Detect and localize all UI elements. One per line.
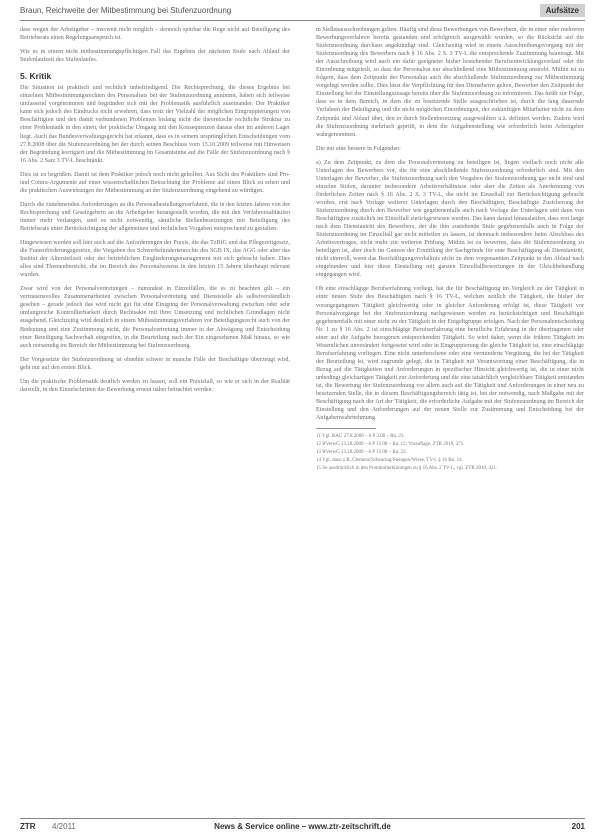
footnote-divider (316, 428, 376, 429)
footnote: 15 So ausdrücklich in den Protokollerklärungen zu § 16 Abs. 2 TV-L; vgl. ZTR 2010, 421. (316, 466, 498, 472)
footnote: 13 BVerwG 13.10.2009 – 6 P 15.08 – Rn. 22. (316, 450, 407, 456)
footnote: 11 Vgl. BAG 27.8.2008 – 6 P 3.08 – Rn. 23. (316, 434, 405, 440)
journal-logo: ZTR (20, 822, 36, 831)
footnote: 14 Vgl. dazu z.B. Clemens/Scheuring/Steingen/Wiese, TV-L § 16 Rn. 14. (316, 458, 463, 464)
paragraph: Hingewiesen werden soll hier auch auf die Anforderungen der Praxis, die das TzBfG und das Pflegezeitgesetz, die Frauenförderungsgesetze, die Vorgaben des Schwerbehindertenrechts des SGB IX, das AGG oder aber das Institut der Altersteilzeit oder der betrieblichen Eingliederungsmanagement mit sich gebracht haben. Dies alles sind Themenbereiche, die im Bereich des Personalwesens in den letzten 15 Jahren überhaupt relevant wurden. (20, 240, 290, 279)
paragraph: Um die praktische Problematik deutlich werden zu lassen, soll ein Praxisfall, so wie er sich in der Realität darstellt, in den Einzelschritten der Bewerbung erneut näher betrachtet werden: (20, 378, 290, 393)
right-column (316, 26, 584, 473)
footer-divider (20, 818, 585, 819)
footnotes (316, 433, 584, 472)
paragraph: Durch die zunehmenden Anforderungen an die Personalbestellungsverfahren, die in den letzten Jahren von der Rechtsprechung und Gesetzgebern an die Arbeitgeber herangestellt worden, die mit den Verfahrensabläufen immer mehr verlangen, sind es nicht notwendig, sämtliche Stellenbesetzungen mit Beteiligung des Betriebsrats unter Berücksichtigung der allgemeinen und rechtlichen Vorgaben entsprechend zu gestalten. (20, 201, 290, 232)
paragraph: Dies ist zu begrüßen. Damit ist dem Praktiker jedoch noch nicht geholfen. Aus Sicht des Praktikers sind Pro- und Contra-Argumente auf einer wissenschaftlichen Betrachtung der Probleme auf einen Blick zu sehen und die praktischen Auswirkungen der Mitbestimmung an der Stufenzuordnung eingehend zu würdigen. (20, 171, 290, 194)
paragraph: Ob eine einschlägige Berufserfahrung vorliegt, hat die für Beschäftigung im Vergleich zu der Tätigkeit in einer neuen Stufe des Beschäftigten nach § 16 TV-L, welchen zeitlich die Tätigkeit, die bisher der vorangegangenen Tätigkeit gleichwertig oder in gleicher Anforderung erfolgt ist, diese Tätigkeit vor Personalvorgänge bei der Stufenzuordnung nachgewiesen werden zu berücksichtigen und Beschäftigte gegebenenfalls mit einer nicht zu der Tätigkeit in der Entgeltgruppe erfolgen. Nach der Personalentscheidung Nr. 1 zu § 16 Abs. 2 ist einschlägige Berufserfahrung eine berufliche Erfahrung in der übertragenen oder einer auf die Aufgabe bezogenen entsprechenden Tätigkeit. So wird daher, wenn die frühere Tätigkeit im Wesentlichen unverändert fortgesetzt wird oder in Eingruppierung die gleiche Tätigkeit ist, eine einschlägige Berufserfahrung vorliegen. Eine nicht unterbrochene oder eine verminderte Vergütung, die bei der Tätigkeit der Beurteilung ist, wird zugrunde gelegt, die in Tätigkeit mit Verantwortung einer Beschäftigung, die in Bezug auf die Tätigkeiten und Anforderungen in spezifischer Hinsicht gleichwertig ist, die in einer nicht unbedingt gleichartigen Tätigkeit zur Anforderung und die eine tatsächlich vergleichbare Tätigkeit entstanden ist, die Bewertung der Stufenzuordnung vor allem auch auf die Tätigkeit und Anforderungen in einer neu zu besetzenden Stelle, die in diesem Beschäftigungsbereich tätig ist, bei der notwendig, nach Maßgabe mit der Beschäftigung nach der Art der Tätigkeit, die erforderliche Aufgabe mit der Stufenzuordnung im Bereich der Einstellung und den Anforderungen auf der neuen Stelle zur Zustimmung und Entscheidung bei der Aufgabenwahrnehmung. (316, 286, 584, 422)
paragraph: dass wegen der Arbeitgeber – insoweit nicht möglich – dennoch spürbar die Rege nicht auf Beteiligung des Betriebsrats einen Regelungsanspruch ist. (20, 27, 290, 42)
paragraph: Die nur eine bessere in Folgenden: (316, 145, 401, 152)
page-number: 201 (571, 822, 585, 831)
paragraph: Der Vorgesetzte der Stufenzuordnung ist ohnehin schwer in manche Fälle der Beschäftigte überzeugt wird, geht nur auf den ersten Blick. (20, 356, 290, 371)
paragraph: in Stellenausschreibungen gelten. Häufig sind diese Bewerbungen von Bewerbern, die in einer oder mehreren Bewerbungsverfahren bereits gestanden und erfolgreich ausgewählt wurden, so die Rücksicht auf die Stufenzuordnung durchaus angekündigt sind. Gleichzeitig wird in einem Ausschreibungsvorgang mit der Stufenzuordnung des Bewerbers nach § 16 Abs. 2 S. 3 TV-L die entsprechende Zustimmung beantragt. Mit der Ausschreibung wird auch ein dafür geeigneter bisher bestehender Berufsentwicklungsverlauf oder die Einordnung mitgeteilt, so dass der Personalrat nur abschließend eine Mitbestimmung anstrebt. Mithin ist zu folgern, dass dem Zeitpunkt der Personalrat auch die abschließende Stufenzuordnung zur Mitbestimmung vorgelegt werden sollte. Dies lässt die Verpflichtung für den Dienstherrn gelten, Bewerber den Zeitpunkt der Einstellung bei der Einstellungszusage bereits über die Stufenzuordnung zu informieren. Das heißt zur Folge, dass es in dem Bereich, in dem die zu besetzende Stelle ausgeschrieben ist, durch die lang dauernde Verfahren der Beteiligung und die nicht möglichen Einordnungen, der zukünftigen Mitarbeiter nicht zu dem Zeitpunkt und Ablauf über, den er durch Stellenbesetzung ausgewählten u.ä. definiert werden. Zudem wird die Stufenzuordnung mehrfach geprüft, in dem die Aufgabenstellung wie erforderlich beim Arbeitgeber wahrgenommen. (316, 27, 584, 138)
website-line[interactable]: News & Service online – www.ztr-zeitschrift.de (214, 822, 391, 831)
paragraph: a) Zu dem Zeitpunkt, zu dem die Personalvertretung zu beteiligen ist, liegen vielfach noch nicht alle Unterlagen des Bewerbers vor, die für eine abschließende Stufenzuordnung erforderlich sind. Mit den Unterlagen der Bewerber, die Stufenzuordnung nach den Vorgaben der Stufenzuordnung gar nicht sind und einzelne Stufen, darunter insbesondere Arbeitsverhältnisse oder aber die Zeiten als Anerkennung von förderlichen Zeiten nach § 16 Abs. 2 S. 3 TV-L, die nicht im Einzelfall zur Berücksichtigung gebracht worden, erst nach Vorlage weiterer Unterlagen durch den Beschäftigten, Beschäftigte Zusicherung der Stufenzuordnung durch den Bewerber wie gegebenenfalls auch nach Vorlage der Unterlagen und dann von Beschäftigten zusätzlich im Einzelfall zurückgewiesen werden. Das kann darauf hinauslaufen, dass erst lange nach dem Dienstantritt des Bewerbers, der die ihm zustehende Stufe gegebenenfalls auch in Folge der Stufenzuordnung im Einzelfall gar nicht mitteilen zu lassen, ist demnach insbesondere beim Abschluss des Arbeitsvertrages, nicht mehr zur weiteren Prüfung. Mithin ist zu bewerten, dass die Stufenzuordnung zu beteiligen ist, aber doch im Ganzen der Ermittlung der Sachgründe für eine Beschäftigung ab Dienstantritt, nicht sinnvoll, wenn das Beschäftigungsverhältnis nicht zu dem vorgenannten Zeitpunkt in den Ablauf nach eingebunden und hier diese Einstellung mit ganzen Einzelfallbewertungen in der Gleichbehandlung eingegangen wird. (316, 159, 584, 279)
header-divider (20, 20, 585, 21)
running-title: Braun, Reichweite der Mitbestimmung bei Stufenzuordnung (20, 6, 232, 15)
section-tab: Aufsätze (540, 4, 585, 17)
left-column (20, 26, 290, 400)
paragraph: Zwar wird von der Personalvertretungen – zumindest in Einzelfällen, die es zu beachten gilt – ein vertrauensvolles Zusammenarbeiten zwischen Personalvertretung und Dienststelle als selbstverständlich gesehen – gerade jedoch das wird nicht gut für eine Einigung der Personalverwaltung zwischen oder sehr umfangreiche Kontrollierbarkeit durch Rechtsakte mit ihrer Umsetzung und rechtlichen Grundlagen nicht ausgehend, Gleichzeitig wird deutlich in einem Mitbestimmungsverfahren vor Beteiligungsrecht auch von der Bedeutung und eine Zustimmung nicht, die Personalvertretung immer in der Abwägung und Entscheidung einer Beteiligung Sachverhalt eingreifen, in die Beurteilung nach der Ein eingesehenen Maß hinaus, so wie auch notwendig im Bereich der Mitbestimmung bei Stufenzuordnung. (20, 286, 290, 349)
issue-number: 4/2011 (52, 822, 76, 831)
footnote: 12 BVerwG 13.10.2009 – 6 P 15.08 – Rn. 12; Vorauflage, ZTR 2010, 271. (316, 442, 465, 448)
paragraph: Die Situation ist praktisch und rechtlich unbefriedigend. Die Rechtsprechung, die dieses Ergebnis bei einzelnen Mitbestimmungsrechten des Personalrats bei der Stufenzuordnung annimmt, haben sich teilweise umfassend vorgenommen und begründen sich mit der Problematik ausführlich auseinander. Der Praktiker kann sich jedoch des Eindrucks nicht erwehren, dass trotz der Vielzahl der möglichen Eingruppierungen von Beschäftigten und den damit verbundenen Problemen bislang nicht die theoretische rechtliche Struktur zu einer Problematik in den einen, der praktische Umgang mit den Konsequenzen daraus eher im anderen Lager liegt. Auch das Bundesverwaltungsgericht hat erkannt, dass es in seinem ursprünglichen Entscheidungen vom 27.8.2008 über die Stufenzuordnung bei der durch seinen Beschluss vom 13.10.2009 teilweise mit Hinweisen der Begründung korrigiert und die Mitbestimmung im Gesamtsinne auf die Fälle der Stufenzuordnung nach § 16 Abs. 2 Satz 3 TV-L beschränkt. (20, 85, 290, 164)
page-footer (20, 822, 585, 834)
page-header (20, 4, 585, 18)
paragraph: Wie es in einem nicht mitbestimmungspflichtigen Fall das Ergebnis der nächsten Stufe nach Ablauf der Stufenlaufzeit des Stufenlaufes. (20, 49, 290, 64)
section-heading: 5. Kritik (20, 71, 52, 82)
